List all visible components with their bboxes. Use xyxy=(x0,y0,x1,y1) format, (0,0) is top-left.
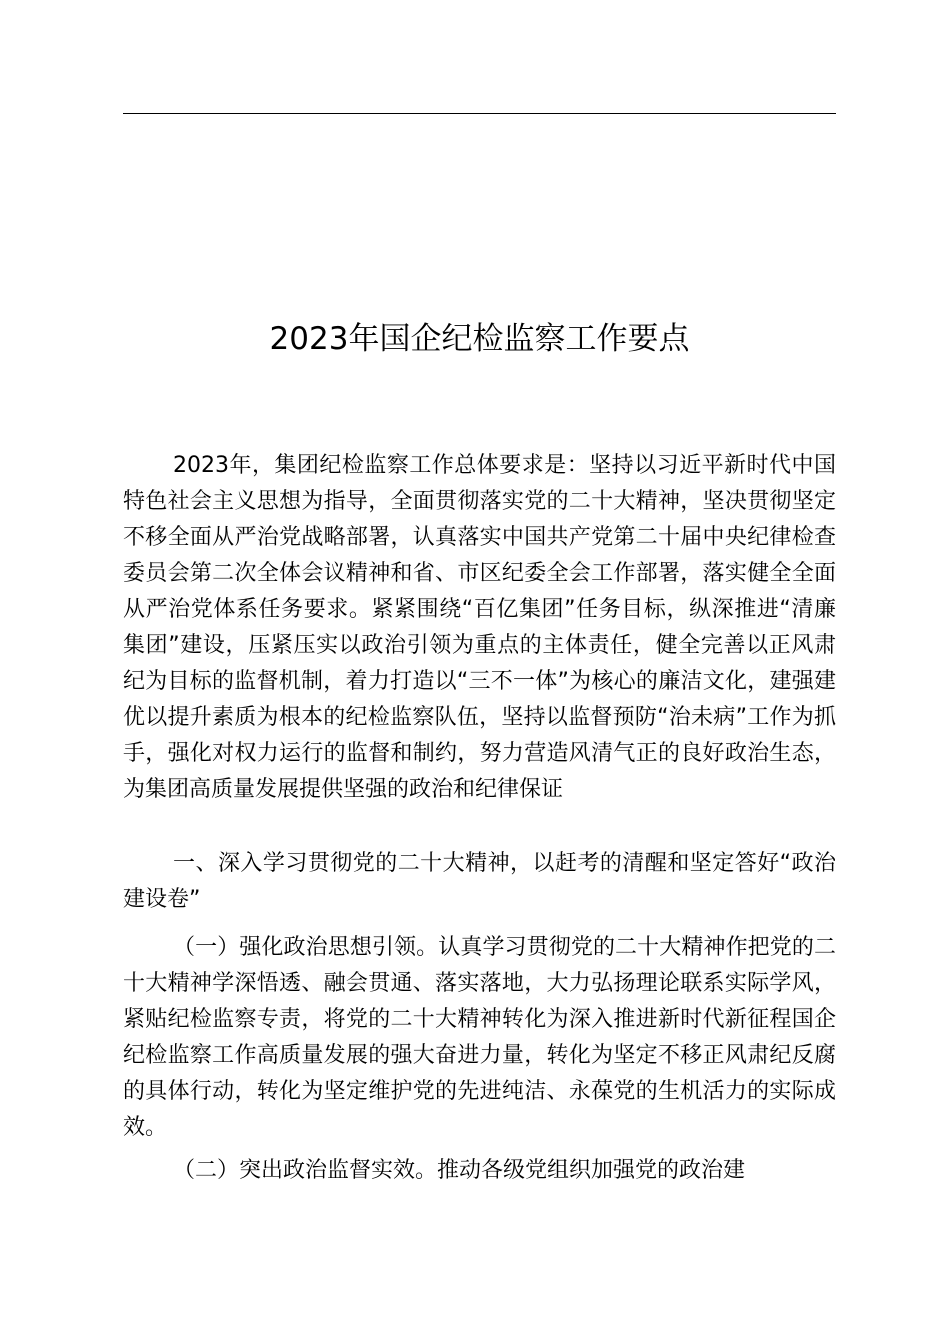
document-title: 2023年国企纪检监察工作要点 xyxy=(269,321,690,357)
subsection-2-paragraph: （二）突出政治监督实效。推动各级党组织加强党的政治建 xyxy=(173,1158,746,1183)
section-heading-1: 一、深入学习贯彻党的二十大精神，以赶考的清醒和坚定答好“政治建设卷” xyxy=(123,851,836,912)
paragraph-general-requirements: 2023年，集团纪检监察工作总体要求是：坚持以习近平新时代中国特色社会主义思想为指导，全面贯彻落实党的二十大精神，坚决贯彻坚定不移全面从严治党战略部署，认真落实中国共产党第二十届中央纪律检查委员会第二次全体会议精神和省、市区纪委全会工作部署，落实健全全面从严治党体系任务要求。紧紧围绕“百亿集团”任务目标，纵深推进“清廉集团”建设，压紧压实以政治引领为重点的主体责任，健全完善以正风肃纪为目标的监督机制，着力打造以“三不一体”为核心的廉洁文化，建强建优以提升素质为根本的纪检监察队伍，坚持以监督预防“治未病”工作为抓手，强化对权力运行的监督和制约，努力营造风清气正的良好政治生态，为集团高质量发展提供坚强的政治和纪律保证 xyxy=(123,453,836,802)
subsection-1-paragraph: （一）强化政治思想引领。认真学习贯彻党的二十大精神作把党的二十大精神学深悟透、融会贯通、落实落地，大力弘扬理论联系实际学风，紧贴纪检监察专责，将党的二十大精神转化为深入推进新时代新征程国企纪检监察工作高质量发展的强大奋进力量，转化为坚定不移正风肃纪反腐的具体行动，转化为坚定维护党的先进纯洁、永葆党的生机活力的实际成效。 xyxy=(123,935,836,1140)
header-rule xyxy=(123,113,836,114)
